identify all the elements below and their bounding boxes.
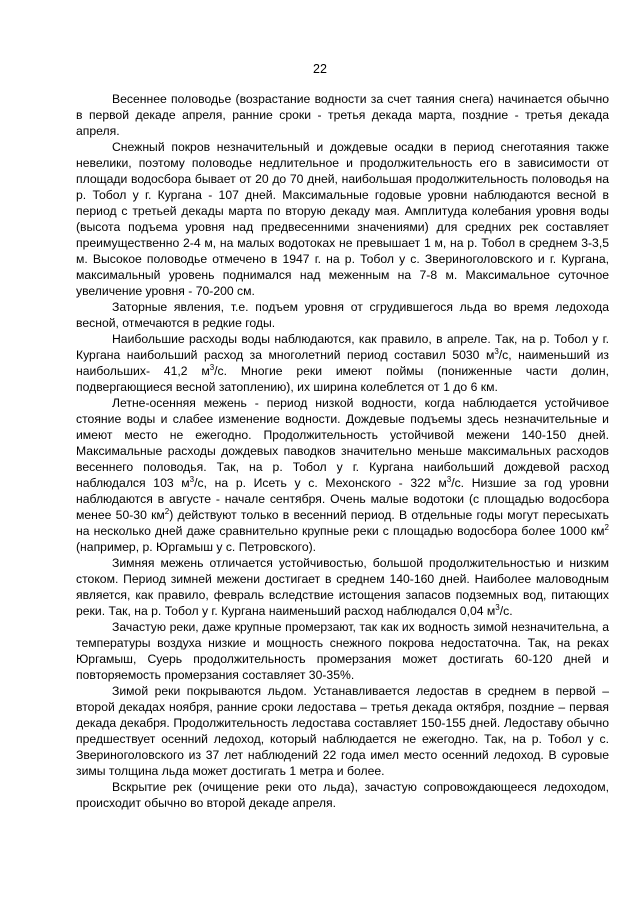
superscript: 3 bbox=[495, 603, 500, 612]
document-body bbox=[76, 91, 609, 811]
paragraph-ice-cover: Зимой реки покрываются льдом. Устанавливается ледостав в среднем в первой – второй декадах ноября, ранние сроки ледостава – третья декада октября, поздние – первая декада декабря. Продолжительность ледостава составляет 150-155 дней. Ледоставу обычно предшествует осенний ледоход, который наблюдается не ежегодно. Так, на р. Тобол у с. Звериноголовского из 37 лет наблюдений 22 года имел место осенний ледоход. В суровые зимы толщина льда может достигать 1 метра и более. bbox=[76, 684, 609, 778]
page-number: 22 bbox=[313, 62, 327, 76]
superscript: 2 bbox=[164, 507, 170, 516]
paragraph-ice-break: Вскрытие рек (очищение реки ото льда), зачастую сопровождающееся ледоходом, происходит обычно во второй декаде апреля. bbox=[76, 780, 609, 810]
paragraph-summer-low-water: Летне-осенняя межень - период низкой водности, когда наблюдается устойчивое стояние воды и слабее изменение водности. Дождевые подъемы здесь незначительные и имеют место не ежегодно. Продолжительность устойчивой межени 140-150 дней. Максимальные расходы дождевых паводков значительно меньше максимальных расходов весеннего половодья. Так, на р. Тобол у г. Кургана наибольший дождевой расход наблюдался 103 $м^3/с$, на р. Исеть у с. Мехонского - 322 $м^3/с$. Низшие за год уровни наблюдаются в августе - начале сентября. Очень малые водотоки (с площадью водосбора менее 50-30 $км^2$) действуют только в весенний период. В отдельные годы могут пересыхать на несколько дней даже сравнительно крупные реки с площадью водосбора более 1000 $км^2$ (например, р. Юргамыш у с. Петровского). bbox=[76, 396, 609, 554]
paragraph-spring-flood: Весеннее половодье (возрастание водности за счет таяния снега) начинается обычно в первой декаде апреля, ранние сроки - третья декада марта, поздние - третья декада апреля. bbox=[76, 92, 609, 138]
paragraph-winter-low-water: Зимняя межень отличается устойчивостью, большой продолжительностью и низким стоком. Период зимней межени достигает в среднем 140-160 дней. Наиболее маловодным является, как правило, февраль вследствие истощения запасов подземных вод, питающих реки. Так, на р. Тобол у г. Кургана наименьший расход наблюдался 0,04 $м^3/с$. bbox=[76, 556, 609, 618]
superscript: 3 bbox=[209, 363, 215, 372]
paragraph-snow-cover: Снежный покров незначительный и дождевые осадки в период снеготаяния также невелики, поэтому половодье недлительное и продолжительность его в зависимости от площади водосбора бывает от 20 до 70 дней, наибольшая продолжительность половодья на р. Тобол у г. Кургана - 107 дней. Максимальные годовые уровни наблюдаются весной в период с третьей декады марта по вторую декаду мая. Амплитуда колебания уровня воды (высота подъема уровня над предвесенними значениями) для средних рек составляет преимущественно 2-4 м, на малых водотоках не превышает 1 м, на р. Тобол в среднем 3-3,5 м. Высокое половодье отмечено в 1947 г. на р. Тобол у с. Звериноголовского и г. Кургана, максимальный уровень поднимался над меженным на 7-8 м. Максимальное суточное увеличение уровня - 70-200 см. bbox=[76, 140, 609, 298]
superscript: 3 bbox=[446, 475, 452, 484]
superscript: 2 bbox=[604, 523, 609, 532]
paragraph-freezing: Зачастую реки, даже крупные промерзают, так как их водность зимой незначительна, а температуры воздуха низкие и мощность снежного покрова недостаточна. Так, на реках Юргамыш, Суерь продолжительность промерзания может достигать 60-120 дней и повторяемость промерзания составляет 30-35%. bbox=[76, 620, 609, 682]
superscript: 3 bbox=[189, 475, 195, 484]
paragraph-max-discharge: Наибольшие расходы воды наблюдаются, как правило, в апреле. Так, на р. Тобол у г. Кургана наибольший расход за многолетний период составил 5030 $м^3/с$, наименьший из наибольших- 41,2 $м^3/с$. Многие реки имеют поймы (пониженные части долин, подвергающиеся весной затоплению), их ширина колеблется от 1 до 6 км. bbox=[76, 332, 609, 394]
superscript: 3 bbox=[494, 347, 499, 356]
paragraph-ice-jams: Заторные явления, т.е. подъем уровня от сгрудившегося льда во время ледохода весной, отмечаются в редкие годы. bbox=[76, 300, 609, 330]
